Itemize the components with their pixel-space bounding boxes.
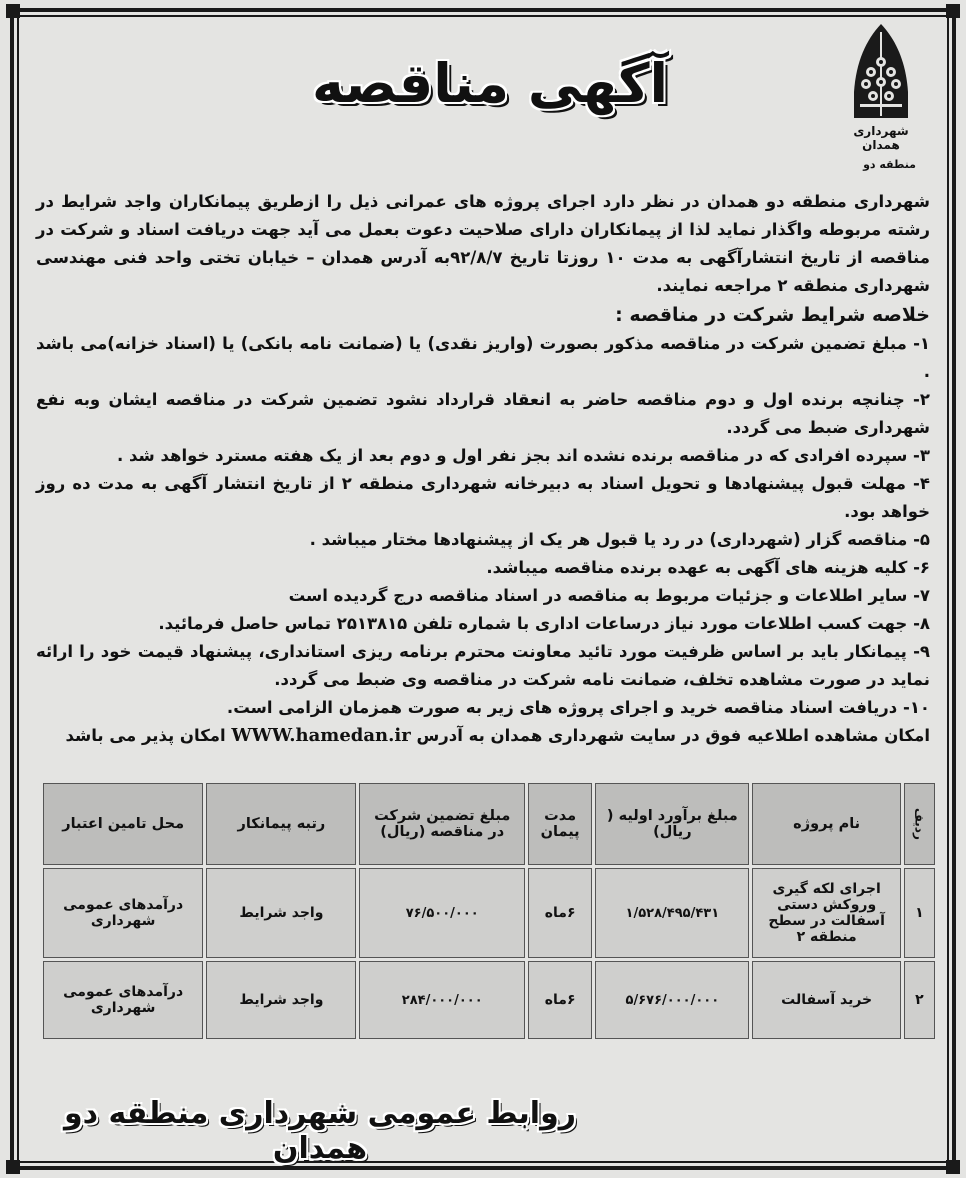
table-header-row [43,783,935,865]
cell-duration: ۶ماه [528,961,592,1039]
frame-corner [946,1160,960,1174]
condition-item: ۶- کلیه هزینه های آگهی به عهده برنده مناقصه میباشد. [486,558,930,577]
cell-rank: واجد شرایط [206,868,356,958]
cell-idx: ۲ [904,961,935,1039]
cell-idx: ۱ [904,868,935,958]
header-rank: رتبه پیمانکار [206,783,356,865]
condition-item: ۵- مناقصه گزار (شهرداری) در رد یا قبول هر یک از پیشنهادها مختار میباشد . [309,530,930,549]
cell-funding: درآمدهای عمومی شهرداری [43,868,203,958]
condition-item: ۱- مبلغ تضمین شرکت در مناقصه مذکور بصورت (واریز نقدی) یا (ضمانت نامه بانکی) یا (اسناد خزانه)می باشد . [36,334,930,381]
condition-item: ۱۰- دریافت اسناد مناقصه خرید و اجرای پروژه های زیر به صورت همزمان الزامی است. [226,698,930,717]
cell-name: اجرای لکه گیری وروکش دستی آسفالت در سطح منطقه ۲ [752,868,900,958]
condition-item: ۷- سایر اطلاعات و جزئیات مربوط به مناقصه در اسناد مناقصه درج گردیده است [288,586,930,605]
header-name: نام پروژه [752,783,900,865]
projects-table [40,780,938,1042]
header-estimate: مبلغ برآورد اولیه ( ریال) [595,783,749,865]
table-row [43,961,935,1039]
cell-funding: درآمدهای عمومی شهرداری [43,961,203,1039]
cell-estimate: ۵/۶۷۶/۰۰۰/۰۰۰ [595,961,749,1039]
logo-caption: شهرداری همدان [853,124,909,152]
cell-guarantee: ۷۶/۵۰۰/۰۰۰ [359,868,525,958]
header-idx: ردیف [904,783,935,865]
website-line [36,722,930,750]
website-link[interactable]: WWW.hamedan.ir [231,725,411,746]
website-text-before: امکان مشاهده اطلاعیه فوق در سایت شهرداری همدان به آدرس [416,726,930,745]
cell-estimate: ۱/۵۲۸/۴۹۵/۴۳۱ [595,868,749,958]
logo-subcaption: منطقه دو [863,158,916,171]
intro-paragraph: شهرداری منطقه دو همدان در نظر دارد اجرای پروژه های عمرانی ذیل را ازطریق پیمانکاران واجد شرایط در رشته مربوطه واگذار نماید لذا از پیمانکاران دارای صلاحیت دعوت بعمل می آید جهت دریافت اسناد و شرکت در مناقصه از تاریخ انتشارآگهی به مدت ۱۰ روزتا تاریخ ۹۲/۸/۷به آدرس همدان – خیابان تختی واحد فنی مهندسی شهرداری منطقه ۲ مراجعه نمایند. [36,192,930,295]
website-text-after: امکان پذیر می باشد [65,726,226,745]
cell-duration: ۶ماه [528,868,592,958]
footer-signature: روابط عمومی شهرداری منطقه دو همدان [64,1096,576,1166]
frame-corner [6,1160,20,1174]
projects-table-wrapper [40,780,938,1042]
condition-item: ۳- سپرده افرادی که در مناقصه برنده نشده اند بجز نفر اول و دوم بعد از یک هفته مسترد خواهد شد . [116,446,930,465]
municipality-emblem-icon [846,22,916,122]
frame-corner [946,4,960,18]
cell-guarantee: ۲۸۴/۰۰۰/۰۰۰ [359,961,525,1039]
header-duration: مدت پیمان [528,783,592,865]
header-funding: محل تامین اعتبار [43,783,203,865]
notice-body [36,188,930,750]
cell-name: خرید آسفالت [752,961,900,1039]
header-guarantee: مبلغ تضمین شرکت در مناقصه (ریال) [359,783,525,865]
condition-item: ۹- پیمانکار باید بر اساس ظرفیت مورد تائید معاونت محترم برنامه ریزی استانداری، پیشنهاد قیمت خود را ارائه نماید در صورت مشاهده تخلف، ضمانت نامه شرکت در مناقصه وی ضبط می گردد. [36,642,930,689]
condition-item: ۸- جهت کسب اطلاعات مورد نیاز درساعات اداری با شماره تلفن ۲۵۱۳۸۱۵ تماس حاصل فرمائید. [158,614,930,633]
municipality-logo [836,22,926,172]
frame-corner [6,4,20,18]
condition-item: ۴- مهلت قبول پیشنهادها و تحویل اسناد به دبیرخانه شهرداری منطقه ۲ از تاریخ انتشار آگهی به مدت ده روز خواهد بود. [36,474,930,521]
condition-item: ۲- چنانچه برنده اول و دوم مناقصه حاضر به انعقاد قرارداد نشود تضمین شرکت در مناقصه ایشان وبه نفع شهرداری ضبط می گردد. [36,390,930,437]
page-title: آگهی مناقصه [311,52,669,115]
table-row [43,868,935,958]
summary-heading: خلاصه شرایط شرکت در مناقصه : [615,304,930,326]
cell-rank: واجد شرایط [206,961,356,1039]
